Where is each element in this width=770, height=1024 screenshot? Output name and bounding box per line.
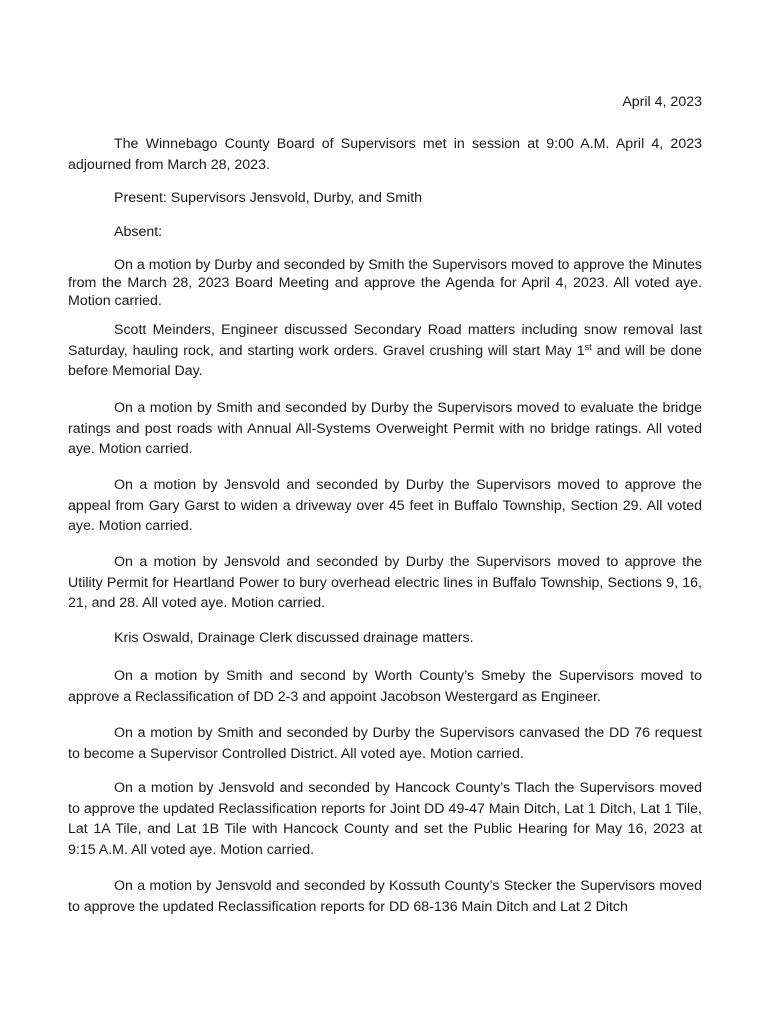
paragraph-dd-68-136: On a motion by Jensvold and seconded by Kossuth County’s Stecker the Supervisors moved to approve the updated Reclassification reports for DD 68-136 Main Ditch and Lat 2 Ditch: [68, 878, 702, 915]
paragraph-session-opening: The Winnebago County Board of Supervisors met in session at 9:00 A.M. April 4, 2023 adjourned from March 28, 2023.: [68, 136, 702, 173]
paragraph-joint-dd-49-47: On a motion by Jensvold and seconded by Hancock County’s Tlach the Supervisors moved to approve the updated Reclassification reports for Joint DD 49-47 Main Ditch, Lat 1 Ditch, Lat 1 Tile, Lat 1A Tile, and Lat 1B Tile with Hancock County and set the Public Hearing for May 16, 2023 at 9:15 A.M. All voted aye. Motion carried.: [68, 780, 702, 858]
paragraph-dd-2-3: On a motion by Smith and second by Worth County’s Smeby the Supervisors moved to approve a Reclassification of DD 2-3 and appoint Jacobson Westergard as Engineer.: [68, 668, 702, 705]
paragraph-bridge-ratings: On a motion by Smith and seconded by Durby the Supervisors moved to evaluate the bridge ratings and post roads with Annual All-Systems Overweight Permit with no bridge ratings. All voted aye. Motion carried.: [68, 400, 702, 457]
secondary-roads-text: Scott Meinders, Engineer discussed Secondary Road matters including snow removal last Saturday, hauling rock, and starting work orders. Gravel crushing will start May 1: [68, 322, 702, 359]
ordinal-suffix: st: [584, 341, 592, 352]
paragraph-present: Present: Supervisors Jensvold, Durby, and Smith: [114, 190, 423, 206]
paragraph-dd-76: On a motion by Smith and seconded by Durby the Supervisors canvased the DD 76 request to become a Supervisor Controlled District. All voted aye. Motion carried.: [68, 725, 702, 762]
secondary-roads-text-end: and will be done before Memorial Day.: [68, 342, 702, 379]
paragraph-secondary-roads: [68, 320, 702, 382]
paragraph-absent: Absent:: [114, 224, 163, 240]
paragraph-driveway-appeal: On a motion by Jensvold and seconded by Durby the Supervisors moved to approve the appeal from Gary Garst to widen a driveway over 45 feet in Buffalo Township, Section 29. All voted aye. Motion carried.: [68, 477, 702, 534]
paragraph-drainage-clerk: Kris Oswald, Drainage Clerk discussed drainage matters.: [114, 630, 474, 646]
document-date: April 4, 2023: [622, 94, 702, 110]
paragraph-minutes-approval: On a motion by Durby and seconded by Smith the Supervisors moved to approve the Minutes from the March 28, 2023 Board Meeting and approve the Agenda for April 4, 2023. All voted aye. Motion carried.: [68, 257, 702, 309]
paragraph-utility-permit: On a motion by Jensvold and seconded by Durby the Supervisors moved to approve the Utility Permit for Heartland Power to bury overhead electric lines in Buffalo Township, Sections 9, 16, 21, and 28. All voted aye. Motion carried.: [68, 554, 702, 611]
